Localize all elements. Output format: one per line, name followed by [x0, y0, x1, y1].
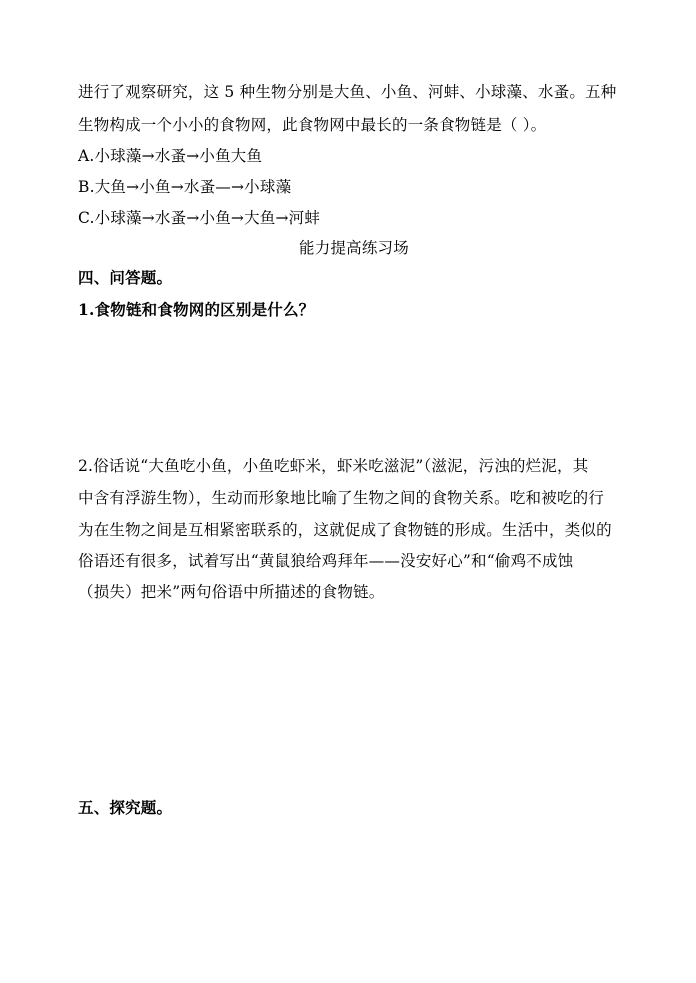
question-2-line-3: 为在生物之间是互相紧密联系的，这就促成了食物链的形成。生活中，类似的	[78, 521, 612, 539]
question-2-line-1: 2.俗话说“大鱼吃小鱼，小鱼吃虾米，虾米吃滋泥”（滋泥，污浊的烂泥，其	[78, 457, 589, 475]
question-intro-line-1: 进行了观察研究，这 5 种生物分别是大鱼、小鱼、河蚌、小球藻、水蚤。五种	[78, 83, 617, 101]
question-2-line-2: 中含有浮游生物），生动而形象地比喻了生物之间的食物关系。吃和被吃的行	[78, 489, 605, 507]
option-b: B.大鱼→小鱼→水蚤—→小球藻	[78, 178, 292, 196]
question-intro-line-2: 生物构成一个小小的食物网，此食物网中最长的一条食物链是（ ）。	[78, 116, 547, 134]
question-2-line-5: （损失）把米”两句俗语中所描述的食物链。	[78, 583, 385, 601]
section-5-title: 五、探究题。	[78, 798, 173, 817]
option-c: C.小球藻→水蚤→小鱼→大鱼→河蚌	[78, 209, 321, 227]
section-header	[0, 238, 696, 258]
option-a: A.小球藻→水蚤→小鱼大鱼	[78, 147, 263, 165]
section-header-text: 能力提高练习场	[299, 239, 409, 257]
question-1: 1.食物链和食物网的区别是什么？	[78, 300, 315, 319]
question-2-line-4: 俗语还有很多，试着写出“黄鼠狼给鸡拜年——没安好心”和“偷鸡不成蚀	[78, 552, 574, 570]
section-4-title: 四、问答题。	[78, 268, 173, 287]
